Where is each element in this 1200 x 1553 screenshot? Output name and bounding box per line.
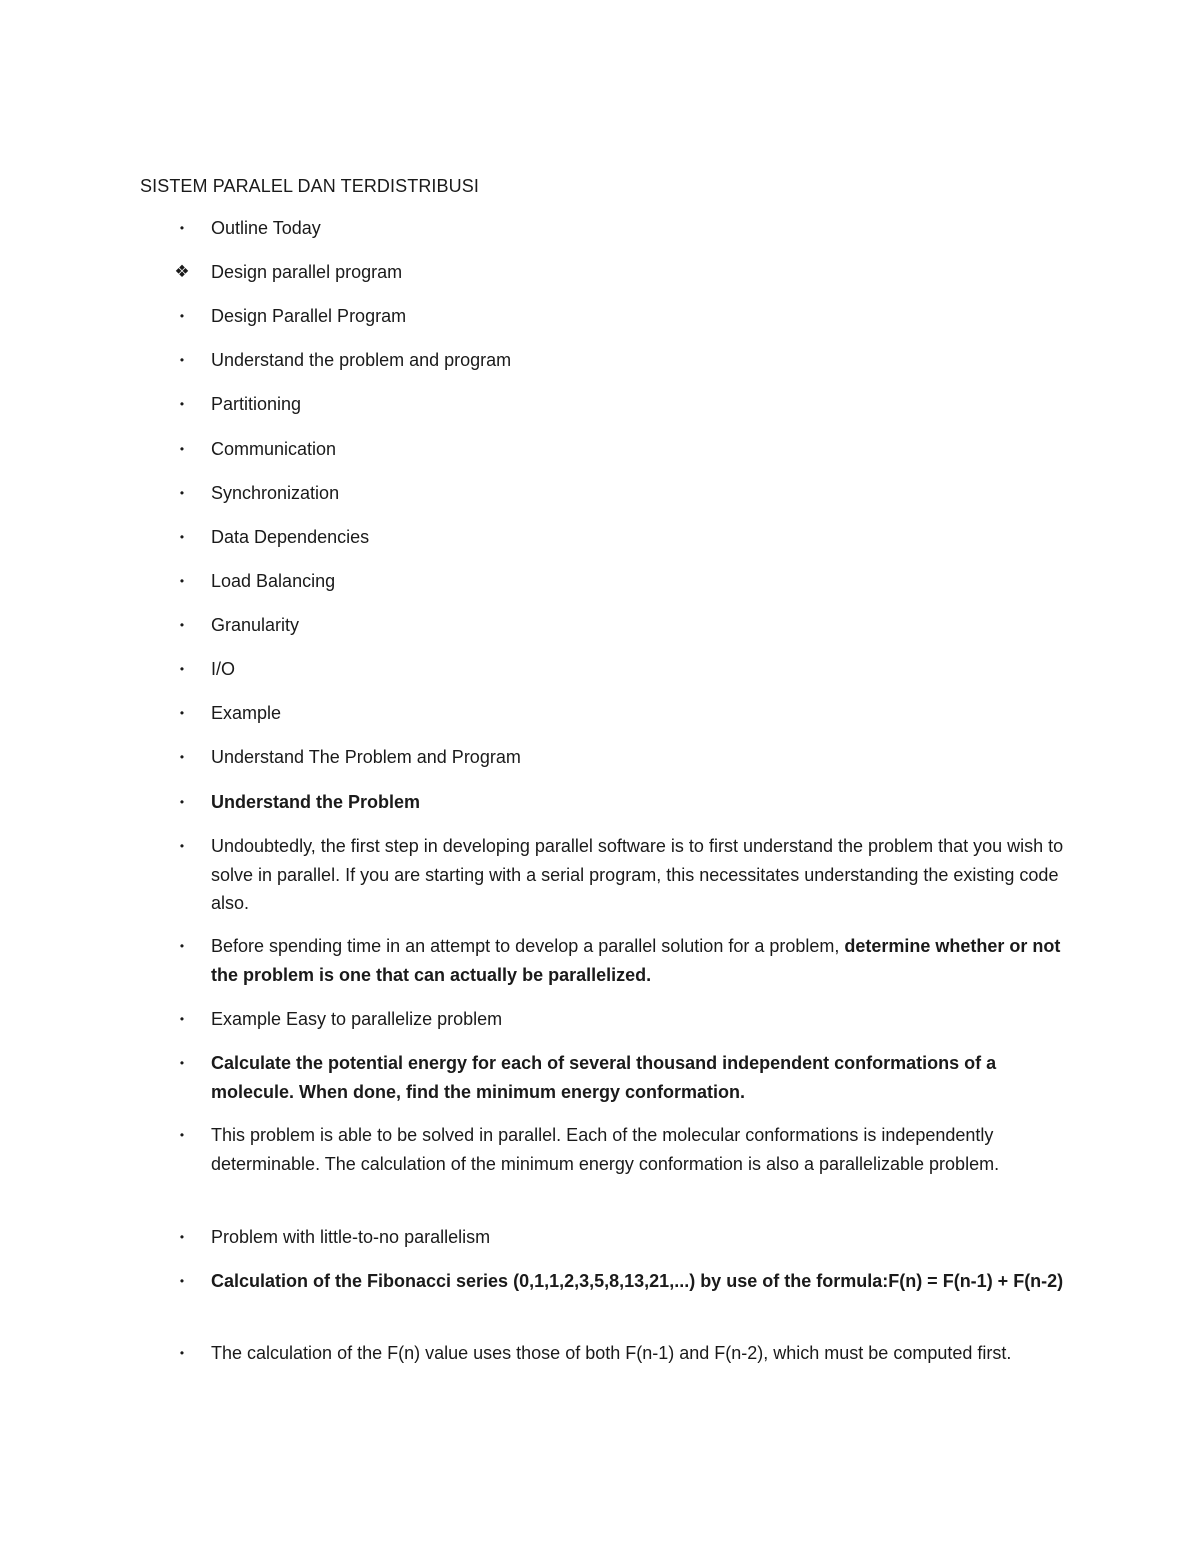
bullet-icon: • xyxy=(179,574,185,588)
text-run: Design Parallel Program xyxy=(211,306,407,326)
bullet-icon: • xyxy=(179,486,185,500)
bullet-icon: • xyxy=(179,530,185,544)
text-run: Understand The Problem and Program xyxy=(211,747,521,767)
bullet-icon: • xyxy=(179,706,185,720)
text-run: The calculation of the F(n) value uses those of both F(n-1) and F(n-2), which must be computed first. xyxy=(211,1343,1012,1363)
list-item-text xyxy=(211,523,1071,552)
bullet-icon: • xyxy=(179,397,185,411)
bullet-icon: • xyxy=(179,221,185,235)
text-run: Problem with little-to-no parallelism xyxy=(211,1227,491,1247)
bullet-icon: • xyxy=(179,839,185,853)
bullet-icon: • xyxy=(179,618,185,632)
list-item-text xyxy=(211,655,1071,684)
list-item-text xyxy=(211,258,1071,287)
bullet-icon: • xyxy=(179,1056,185,1070)
list-item-text xyxy=(211,611,1071,640)
text-run: Example xyxy=(211,703,282,723)
bold-text-run: Understand the Problem xyxy=(211,792,421,812)
bullet-icon: • xyxy=(179,1012,185,1026)
list-item-text xyxy=(211,788,1071,817)
list-item-text xyxy=(211,1223,1071,1252)
list-item-text xyxy=(211,743,1071,772)
text-run: Design parallel program xyxy=(211,262,403,282)
list-item-text xyxy=(211,932,1071,989)
bullet-icon: • xyxy=(179,795,185,809)
list-item-text xyxy=(211,479,1071,508)
text-run: Undoubtedly, the first step in developing parallel software is to first understand the problem that you wish to solve in parallel. If you are starting with a serial program, this necessitates understanding the existing code also. xyxy=(211,836,1064,913)
bullet-icon: • xyxy=(179,1274,185,1288)
bullet-icon: • xyxy=(179,309,185,323)
text-run: I/O xyxy=(211,659,236,679)
text-run: This problem is able to be solved in parallel. Each of the molecular conformations is independently determinable. The calculation of the minimum energy conformation is also a parallelizable problem. xyxy=(211,1125,1000,1174)
list-item-text xyxy=(211,1339,1071,1368)
diamond-bullet-icon: ❖ xyxy=(174,262,190,281)
text-run: Synchronization xyxy=(211,483,340,503)
bold-text-run: Calculate the potential energy for each of several thousand independent conformations of a molecule. When done, find the minimum energy conformation. xyxy=(211,1053,997,1102)
text-run: Outline Today xyxy=(211,218,321,238)
bold-text-run: determine whether or not the problem is one that can actually be parallelized. xyxy=(211,936,1061,985)
bullet-icon: • xyxy=(179,442,185,456)
list-item-text xyxy=(211,435,1071,464)
text-run: Communication xyxy=(211,439,337,459)
text-run: Granularity xyxy=(211,615,300,635)
bullet-icon: • xyxy=(179,750,185,764)
text-run: Before spending time in an attempt to develop a parallel solution for a problem, xyxy=(211,936,845,956)
list-item-text xyxy=(211,699,1071,728)
list-item-text xyxy=(211,1005,1071,1034)
list-item-text xyxy=(211,390,1071,419)
bullet-icon: • xyxy=(179,1128,185,1142)
list-item-text xyxy=(211,1121,1071,1178)
list-item-text xyxy=(211,214,1071,243)
text-run: Example Easy to parallelize problem xyxy=(211,1009,503,1029)
bullet-icon: • xyxy=(179,1230,185,1244)
bullet-icon: • xyxy=(179,939,185,953)
list-item-text xyxy=(211,346,1071,375)
document-title: SISTEM PARALEL DAN TERDISTRIBUSI xyxy=(140,176,479,196)
bullet-icon: • xyxy=(179,662,185,676)
bullet-icon: • xyxy=(179,353,185,367)
list-item-text xyxy=(211,302,1071,331)
text-run: Understand the problem and program xyxy=(211,350,512,370)
list-item-text xyxy=(211,567,1071,596)
bold-text-run: Calculation of the Fibonacci series (0,1,1,2,3,5,8,13,21,...) by use of the formula:F(n) = F(n-1) + F(n-2) xyxy=(211,1271,1064,1291)
text-run: Data Dependencies xyxy=(211,527,370,547)
list-item-text xyxy=(211,1267,1071,1296)
list-item-text xyxy=(211,1049,1071,1106)
text-run: Partitioning xyxy=(211,394,302,414)
text-run: Load Balancing xyxy=(211,571,336,591)
list-item-text xyxy=(211,832,1071,918)
bullet-icon: • xyxy=(179,1346,185,1360)
